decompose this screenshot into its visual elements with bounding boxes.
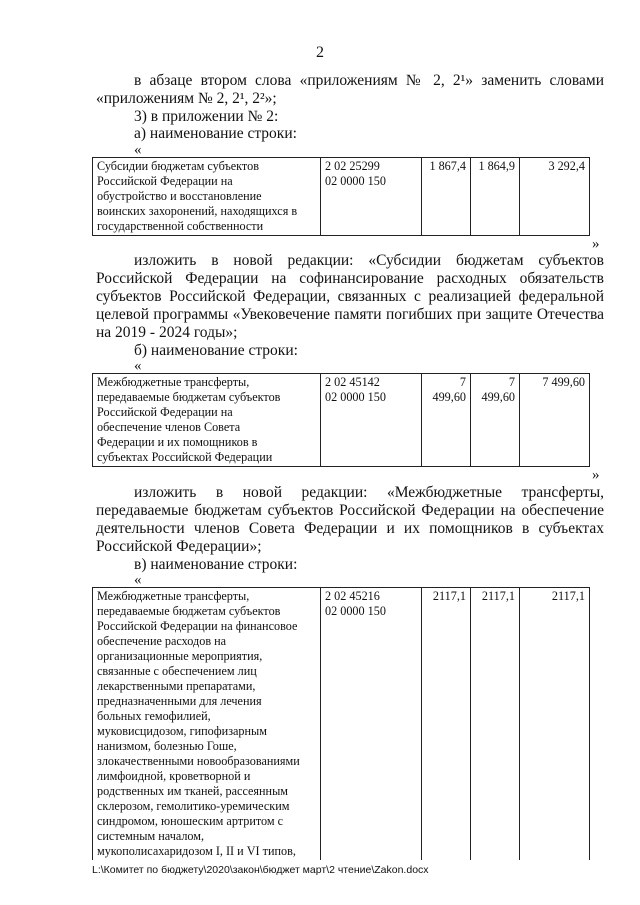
- value-cell-3: 3 292,4: [520, 158, 590, 236]
- table-row: [93, 374, 590, 467]
- intro-line-1: в абзаце втором слова «приложениям № 2, 2¹» заменить словами: [134, 72, 604, 89]
- name-line: лимфоидной, кроветворной и: [97, 769, 251, 783]
- para-a-line-1: изложить в новой редакции: «Субсидии бюджетам субъектов: [134, 252, 604, 269]
- para-b-line-2: передаваемые бюджетам субъектов Российской Федерации на обеспечение: [96, 502, 604, 519]
- name-line: системным началом,: [97, 829, 205, 843]
- table-a: [92, 157, 590, 236]
- value-cell-1: 7 499,60: [422, 374, 471, 467]
- page-number: 2: [316, 44, 324, 61]
- open-quote-a: «: [134, 142, 142, 158]
- name-line: муковисцидозом, гипофизарным: [97, 724, 267, 738]
- name-line: передаваемые бюджетам субъектов: [97, 604, 281, 618]
- file-path-footer: L:\Комитет по бюджету\2020\закон\бюджет март\2 чтение\Zakon.docx: [92, 864, 429, 876]
- open-quote-c: «: [134, 572, 142, 588]
- value-cell-1: 2117,1: [422, 588, 471, 861]
- close-quote-b: »: [592, 467, 600, 483]
- row-name-cell: [93, 588, 321, 861]
- item-3: 3) в приложении № 2:: [134, 108, 279, 125]
- name-line: Российской Федерации на: [97, 405, 233, 419]
- para-a-line-4: целевой программы «Увековечение памяти погибших при защите Отечества: [96, 306, 604, 323]
- name-line: предназначенными для лечения: [97, 694, 262, 708]
- name-line: Федерации и их помощников в: [97, 435, 258, 449]
- para-b-line-4: Российской Федерации»;: [96, 538, 262, 555]
- item-b: б) наименование строки:: [134, 342, 298, 359]
- name-line: Межбюджетные трансферты,: [97, 589, 250, 603]
- table-row: [93, 588, 590, 861]
- name-line: обустройство и восстановление: [97, 189, 262, 203]
- table-b: [92, 373, 590, 467]
- name-line: больных гемофилией,: [97, 709, 211, 723]
- name-line: Субсидии бюджетам субъектов: [97, 159, 259, 173]
- name-line: передаваемые бюджетам субъектов: [97, 390, 281, 404]
- table-row: [93, 158, 590, 236]
- close-quote-a: »: [592, 236, 600, 252]
- code-cell: [321, 588, 422, 861]
- name-line: синдромом, юношеским артритом с: [97, 814, 284, 828]
- value-cell-3: 2117,1: [520, 588, 590, 861]
- code-line: 02 0000 150: [325, 604, 386, 618]
- name-line: Российской Федерации на: [97, 174, 233, 188]
- value-cell-1: 1 867,4: [422, 158, 471, 236]
- name-line: Межбюджетные трансферты,: [97, 375, 250, 389]
- name-line: родственных им тканей, рассеянным: [97, 784, 288, 798]
- open-quote-b: «: [134, 358, 142, 374]
- code-line: 02 0000 150: [325, 174, 386, 188]
- value-cell-2: 1 864,9: [471, 158, 520, 236]
- name-line: субъектах Российской Федерации: [97, 450, 273, 464]
- name-line: склерозом, гемолитико-уремическим: [97, 799, 290, 813]
- name-line: воинских захоронений, находящихся в: [97, 204, 298, 218]
- name-line: Российской Федерации на финансовое: [97, 619, 298, 633]
- name-line: государственной собственности: [97, 219, 264, 233]
- code-line: 2 02 45142: [325, 375, 380, 389]
- value-cell-3: 7 499,60: [520, 374, 590, 467]
- code-cell: [321, 374, 422, 467]
- row-name-cell: [93, 158, 321, 236]
- item-a: а) наименование строки:: [134, 125, 297, 142]
- value-cell-2: 7 499,60: [471, 374, 520, 467]
- code-line: 02 0000 150: [325, 390, 386, 404]
- code-cell: [321, 158, 422, 236]
- para-a-line-3: субъектов Российской Федерации, связанных с реализацией федеральной: [96, 288, 604, 305]
- value-cell-2: 2117,1: [471, 588, 520, 861]
- para-b-line-1: изложить в новой редакции: «Межбюджетные трансферты,: [134, 484, 604, 501]
- name-line: лекарственными препаратами,: [97, 679, 256, 693]
- name-line: обеспечение расходов на: [97, 634, 227, 648]
- name-line: связанные с обеспечением лиц: [97, 664, 257, 678]
- name-line: обеспечение членов Совета: [97, 420, 241, 434]
- table-c: [92, 587, 590, 860]
- intro-line-2: «приложениям № 2, 2¹, 2²»;: [96, 90, 277, 107]
- para-a-line-5: на 2019 - 2024 годы»;: [96, 324, 238, 341]
- name-line: нанизмом, болезнью Гоше,: [97, 739, 237, 753]
- name-line: злокачественными новообразованиями: [97, 754, 300, 768]
- name-line: организационные мероприятия,: [97, 649, 263, 663]
- name-line: мукополисахаридозом I, II и VI типов,: [97, 844, 296, 858]
- item-c: в) наименование строки:: [134, 556, 298, 573]
- row-name-cell: [93, 374, 321, 467]
- para-b-line-3: деятельности членов Совета Федерации и их помощников в субъектах: [96, 520, 604, 537]
- code-line: 2 02 45216: [325, 589, 380, 603]
- code-line: 2 02 25299: [325, 159, 380, 173]
- para-a-line-2: Российской Федерации на софинансирование расходных обязательств: [96, 270, 604, 287]
